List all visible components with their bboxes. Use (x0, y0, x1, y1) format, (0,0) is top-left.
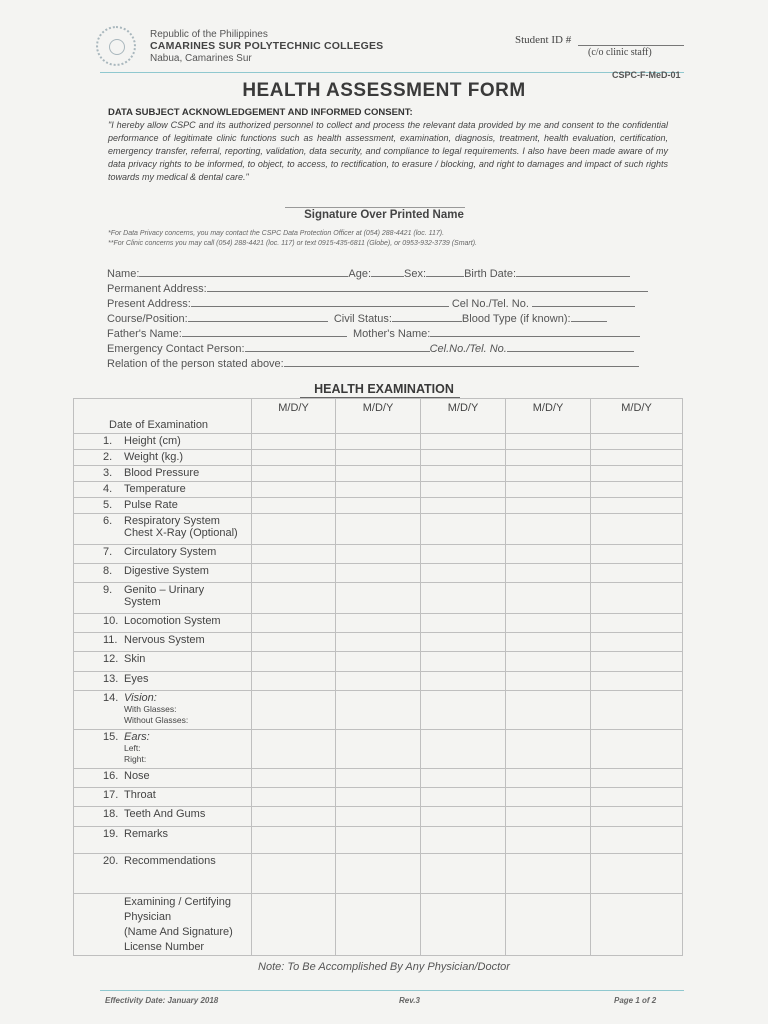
exam-entry-cell[interactable] (252, 769, 336, 788)
date-column-header: M/D/Y (506, 399, 591, 434)
exam-entry-cell[interactable] (591, 633, 683, 652)
sex-field[interactable] (426, 265, 464, 277)
date-column-header: M/D/Y (252, 399, 336, 434)
exam-row (74, 854, 683, 894)
exam-row-number: 16. (103, 770, 119, 782)
consent-text: "I hereby allow CSPC and its authorized personnel to collect and process the relevant data provided by me and consent to the confidential performance of legitimate clinic functions such as health assessment, examination, diagnosis, treatment, health evaluation, certification, emergency transfer, referral, reporting, validation, data security, and compliance to legal requirements. I also have been made aware of my data privacy rights to be informed, to object, to access, to rectification, to erasure / blocking, and right to damages and impact of such rights towards my medical & dental care." (108, 120, 668, 182)
exam-row-label (74, 827, 252, 854)
exam-entry-cell[interactable] (421, 583, 506, 614)
exam-row-label (74, 434, 252, 450)
exam-entry-cell[interactable] (591, 434, 683, 450)
exam-entry-cell[interactable] (506, 807, 591, 827)
exam-entry-cell[interactable] (506, 769, 591, 788)
exam-row-text: Pulse Rate (124, 499, 178, 511)
page-number: Page 1 of 2 (614, 996, 657, 1005)
exam-entry-cell[interactable] (421, 769, 506, 788)
exam-row-number: 15. (103, 731, 119, 743)
present-address-field[interactable] (191, 295, 449, 307)
exam-row-number: 2. (103, 451, 113, 463)
exam-row (74, 827, 683, 854)
exam-entry-cell[interactable] (336, 482, 421, 498)
exam-row-label (74, 691, 252, 730)
exam-entry-cell[interactable] (336, 545, 421, 564)
exam-row-label (74, 730, 252, 769)
exam-entry-cell[interactable] (336, 769, 421, 788)
exam-row (74, 633, 683, 652)
exam-entry-cell[interactable] (252, 564, 336, 583)
exam-row (74, 807, 683, 827)
age-field[interactable] (371, 265, 404, 277)
name-label: Name: (107, 268, 140, 280)
exam-entry-cell[interactable] (252, 450, 336, 466)
personal-row-course (107, 310, 607, 325)
exam-row-label (74, 450, 252, 466)
exam-row (74, 564, 683, 583)
institution-location: Nabua, Camarines Sur (150, 53, 252, 64)
exam-entry-cell[interactable] (591, 730, 683, 769)
exam-entry-cell[interactable] (506, 450, 591, 466)
exam-row-label (74, 652, 252, 672)
exam-entry-cell[interactable] (421, 498, 506, 514)
signature-label: Signature Over Printed Name (304, 209, 464, 221)
exam-entry-cell[interactable] (421, 652, 506, 672)
relation-field[interactable] (284, 355, 639, 367)
exam-entry-cell[interactable] (252, 434, 336, 450)
exam-entry-cell[interactable] (591, 466, 683, 482)
exam-row-label (74, 633, 252, 652)
exam-entry-cell[interactable] (336, 498, 421, 514)
exam-row-label (74, 614, 252, 633)
clinic-note: **For Clinic concerns you may call (054) 288-4421 (loc. 117) or text 0915-435-6811 (Globe), or 0953-932-3739 (Smart). (108, 240, 477, 247)
exam-entry-cell[interactable] (252, 633, 336, 652)
privacy-note: *For Data Privacy concerns, you may contact the CSPC Data Protection Officer at (054) 288-4421 (loc. 117). (108, 230, 445, 237)
exam-row-label (74, 498, 252, 514)
physician-signature-cell[interactable] (591, 894, 683, 956)
exam-row-text: Temperature (124, 483, 186, 495)
exam-entry-cell[interactable] (591, 769, 683, 788)
exam-entry-cell[interactable] (252, 691, 336, 730)
personal-row-parents (107, 325, 640, 340)
exam-entry-cell[interactable] (252, 498, 336, 514)
name-field[interactable] (139, 265, 348, 277)
date-of-exam-label: Date of Examination (74, 399, 252, 434)
exam-row-text: Ears: (124, 731, 150, 743)
exam-entry-cell[interactable] (591, 614, 683, 633)
exam-entry-cell[interactable] (336, 672, 421, 691)
exam-entry-cell[interactable] (506, 691, 591, 730)
exam-entry-cell[interactable] (421, 788, 506, 807)
exam-entry-cell[interactable] (252, 466, 336, 482)
exam-entry-cell[interactable] (336, 614, 421, 633)
exam-entry-cell[interactable] (421, 672, 506, 691)
exam-entry-cell[interactable] (336, 583, 421, 614)
emergency-label: Emergency Contact Person: (107, 343, 245, 355)
personal-row-emergency (107, 340, 634, 355)
exam-entry-cell[interactable] (336, 633, 421, 652)
exam-row-number: 4. (103, 483, 113, 495)
personal-row-relation (107, 355, 639, 370)
exam-entry-cell[interactable] (591, 564, 683, 583)
exam-row-number: 8. (103, 565, 113, 577)
exam-entry-cell[interactable] (506, 564, 591, 583)
exam-row (74, 545, 683, 564)
consent-heading: DATA SUBJECT ACKNOWLEDGEMENT AND INFORMED CONSENT: (108, 107, 413, 118)
age-label: Age: (348, 268, 372, 280)
exam-row-label (74, 545, 252, 564)
exam-row (74, 730, 683, 769)
father-field[interactable] (182, 325, 347, 337)
permanent-address-field[interactable] (207, 280, 648, 292)
mother-field[interactable] (430, 325, 640, 337)
exam-entry-cell[interactable] (336, 827, 421, 854)
exam-row-number: 10. (103, 615, 119, 627)
exam-entry-cell[interactable] (252, 788, 336, 807)
exam-entry-cell[interactable] (421, 545, 506, 564)
mother-label: Mother's Name: (352, 328, 431, 340)
physician-label-line: Physician (124, 911, 172, 923)
college-seal-logo (96, 26, 136, 66)
exam-row-text: Teeth And Gums (124, 808, 206, 820)
exam-entry-cell[interactable] (421, 691, 506, 730)
exam-row (74, 450, 683, 466)
birth-date-field[interactable] (516, 265, 630, 277)
birth-date-label: Birth Date: (464, 268, 517, 280)
exam-row-text: Throat (124, 789, 156, 801)
date-column-header: M/D/Y (336, 399, 421, 434)
exam-row-text-cont: Chest X-Ray (Optional) (124, 527, 238, 539)
exam-row-label (74, 514, 252, 545)
exam-row-number: 13. (103, 673, 119, 685)
exam-row (74, 691, 683, 730)
exam-entry-cell[interactable] (506, 545, 591, 564)
exam-entry-cell[interactable] (506, 854, 591, 894)
exam-entry-cell[interactable] (252, 807, 336, 827)
exam-entry-cell[interactable] (506, 514, 591, 545)
personal-row-permanent (107, 280, 648, 295)
exam-entry-cell[interactable] (336, 466, 421, 482)
exam-entry-cell[interactable] (421, 564, 506, 583)
date-column-header: M/D/Y (421, 399, 506, 434)
exam-entry-cell[interactable] (336, 450, 421, 466)
exam-entry-cell[interactable] (252, 583, 336, 614)
date-column-header: M/D/Y (591, 399, 683, 434)
exam-row-text: Recommendations (124, 855, 216, 867)
exam-entry-cell[interactable] (421, 482, 506, 498)
exam-row-number: 20. (103, 855, 119, 867)
exam-row-text: Genito – Urinary (124, 584, 205, 596)
blood-type-label: Blood Type (if known): (461, 313, 571, 325)
father-label: Father's Name: (107, 328, 182, 340)
exam-row-label (74, 788, 252, 807)
physician-label-line: (Name And Signature) (124, 926, 233, 938)
exam-entry-cell[interactable] (591, 691, 683, 730)
exam-entry-cell[interactable] (506, 498, 591, 514)
exam-entry-cell[interactable] (506, 434, 591, 450)
exam-entry-cell[interactable] (252, 514, 336, 545)
exam-row (74, 652, 683, 672)
exam-entry-cell[interactable] (591, 854, 683, 894)
exam-row-text: Circulatory System (124, 546, 217, 558)
exam-entry-cell[interactable] (506, 652, 591, 672)
health-exam-title: HEALTH EXAMINATION (314, 382, 454, 396)
republic-label: Republic of the Philippines (150, 29, 268, 40)
exam-entry-cell[interactable] (336, 434, 421, 450)
form-title: HEALTH ASSESSMENT FORM (242, 80, 526, 101)
exam-entry-cell[interactable] (506, 466, 591, 482)
exam-row-text: Locomotion System (124, 615, 221, 627)
exam-entry-cell[interactable] (252, 614, 336, 633)
exam-entry-cell[interactable] (421, 466, 506, 482)
exam-row (74, 482, 683, 498)
exam-entry-cell[interactable] (421, 450, 506, 466)
exam-row-text: Skin (124, 653, 146, 665)
exam-entry-cell[interactable] (591, 583, 683, 614)
emergency-cel-field[interactable] (507, 340, 634, 352)
personal-row-name (107, 265, 630, 280)
signature-line[interactable] (285, 207, 465, 208)
exam-entry-cell[interactable] (421, 614, 506, 633)
exam-row-number: 3. (103, 467, 113, 479)
exam-entry-cell[interactable] (252, 672, 336, 691)
physician-signature-cell[interactable] (506, 894, 591, 956)
exam-entry-cell[interactable] (591, 788, 683, 807)
exam-entry-cell[interactable] (421, 434, 506, 450)
course-label: Course/Position: (107, 313, 188, 325)
exam-row-label (74, 482, 252, 498)
exam-row-label (74, 672, 252, 691)
exam-row-text: Remarks (124, 828, 169, 840)
exam-row-sublabel: Right: (124, 754, 147, 764)
exam-row-label (74, 807, 252, 827)
exam-row (74, 583, 683, 614)
exam-entry-cell[interactable] (506, 583, 591, 614)
exam-row-label (74, 466, 252, 482)
emergency-field[interactable] (245, 340, 430, 352)
exam-row-number: 9. (103, 584, 113, 596)
civil-status-field[interactable] (392, 310, 462, 322)
permanent-address-label: Permanent Address: (107, 283, 207, 295)
exam-entry-cell[interactable] (591, 514, 683, 545)
exam-row (74, 434, 683, 450)
exam-entry-cell[interactable] (506, 788, 591, 807)
exam-row-text: Vision: (124, 692, 157, 704)
exam-entry-cell[interactable] (336, 514, 421, 545)
student-id-note: (c/o clinic staff) (588, 47, 652, 58)
present-address-label: Present Address: (107, 298, 191, 310)
exam-row-number: 18. (103, 808, 119, 820)
physician-note: Note: To Be Accomplished By Any Physician/Doctor (258, 961, 510, 973)
exam-row-label (74, 583, 252, 614)
footer-divider (100, 990, 684, 991)
exam-row-text: Eyes (124, 673, 149, 685)
course-field[interactable] (188, 310, 328, 322)
exam-entry-cell[interactable] (336, 807, 421, 827)
exam-entry-cell[interactable] (336, 854, 421, 894)
exam-entry-cell[interactable] (421, 633, 506, 652)
exam-row-number: 7. (103, 546, 113, 558)
exam-row-sublabel: Without Glasses: (124, 715, 189, 725)
exam-entry-cell[interactable] (421, 827, 506, 854)
exam-entry-cell[interactable] (252, 827, 336, 854)
exam-entry-cell[interactable] (336, 730, 421, 769)
form-code: CSPC-F-MeD-01 (612, 70, 681, 80)
exam-row-number: 12. (103, 653, 119, 665)
physician-label (74, 894, 252, 956)
exam-entry-cell[interactable] (506, 633, 591, 652)
revision: Rev.3 (399, 996, 420, 1005)
exam-row-text: Height (cm) (124, 435, 181, 447)
exam-row-number: 14. (103, 692, 119, 704)
cel-no-field[interactable] (532, 295, 635, 307)
exam-row-text: Respiratory System (124, 515, 220, 527)
exam-row-text: Digestive System (124, 565, 209, 577)
exam-entry-cell[interactable] (252, 652, 336, 672)
student-id-field[interactable] (578, 45, 684, 46)
header-divider (100, 72, 684, 73)
exam-entry-cell[interactable] (591, 807, 683, 827)
health-exam-table (73, 398, 683, 956)
exam-entry-cell[interactable] (421, 854, 506, 894)
institution-name: CAMARINES SUR POLYTECHNIC COLLEGES (150, 40, 384, 52)
physician-signature-cell[interactable] (252, 894, 336, 956)
exam-row-number: 6. (103, 515, 113, 527)
exam-row (74, 466, 683, 482)
exam-entry-cell[interactable] (421, 730, 506, 769)
exam-entry-cell[interactable] (506, 482, 591, 498)
exam-row-label (74, 564, 252, 583)
blood-type-field[interactable] (571, 310, 607, 322)
exam-row (74, 614, 683, 633)
exam-row-text: Weight (kg.) (124, 451, 184, 463)
exam-entry-cell[interactable] (591, 672, 683, 691)
exam-entry-cell[interactable] (591, 450, 683, 466)
exam-row (74, 672, 683, 691)
exam-row (74, 498, 683, 514)
exam-row-label (74, 769, 252, 788)
exam-entry-cell[interactable] (421, 807, 506, 827)
exam-row-text: Nose (124, 770, 150, 782)
physician-label-line: License Number (124, 941, 205, 953)
personal-row-present (107, 295, 635, 310)
exam-entry-cell[interactable] (591, 482, 683, 498)
physician-row (74, 894, 683, 956)
sex-label: Sex: (404, 268, 427, 280)
exam-row-text: Blood Pressure (124, 467, 200, 479)
exam-entry-cell[interactable] (336, 652, 421, 672)
exam-entry-cell[interactable] (252, 482, 336, 498)
exam-row-number: 5. (103, 499, 113, 511)
exam-entry-cell[interactable] (252, 545, 336, 564)
exam-row-number: 19. (103, 828, 119, 840)
exam-row (74, 769, 683, 788)
cel-no-label: Cel No./Tel. No. (451, 298, 529, 310)
exam-entry-cell[interactable] (591, 498, 683, 514)
physician-label-line: Examining / Certifying (124, 896, 231, 908)
exam-row (74, 788, 683, 807)
exam-entry-cell[interactable] (336, 691, 421, 730)
exam-entry-cell[interactable] (591, 545, 683, 564)
exam-entry-cell[interactable] (421, 514, 506, 545)
effectivity-date: Effectivity Date: January 2018 (105, 996, 219, 1005)
civil-status-label: Civil Status: (333, 313, 392, 325)
exam-entry-cell[interactable] (591, 827, 683, 854)
exam-row-sublabel: With Glasses: (124, 704, 177, 714)
exam-row-number: 1. (103, 435, 113, 447)
student-id-label: Student ID # (515, 34, 572, 46)
exam-row-label (74, 854, 252, 894)
exam-entry-cell[interactable] (506, 614, 591, 633)
exam-entry-cell[interactable] (252, 854, 336, 894)
exam-row (74, 514, 683, 545)
emergency-cel-label: Cel.No./Tel. No. (429, 343, 507, 355)
exam-entry-cell[interactable] (336, 788, 421, 807)
exam-entry-cell[interactable] (336, 564, 421, 583)
exam-entry-cell[interactable] (591, 652, 683, 672)
exam-entry-cell[interactable] (506, 827, 591, 854)
relation-label: Relation of the person stated above: (107, 358, 284, 370)
exam-row-number: 17. (103, 789, 119, 801)
date-header-row (74, 399, 683, 434)
exam-entry-cell[interactable] (252, 730, 336, 769)
exam-row-text-cont: System (124, 596, 161, 608)
exam-entry-cell[interactable] (506, 730, 591, 769)
exam-row-number: 11. (103, 634, 118, 646)
exam-row-text: Nervous System (124, 634, 205, 646)
exam-row-sublabel: Left: (124, 743, 141, 753)
physician-signature-cell[interactable] (421, 894, 506, 956)
physician-signature-cell[interactable] (336, 894, 421, 956)
exam-entry-cell[interactable] (506, 672, 591, 691)
